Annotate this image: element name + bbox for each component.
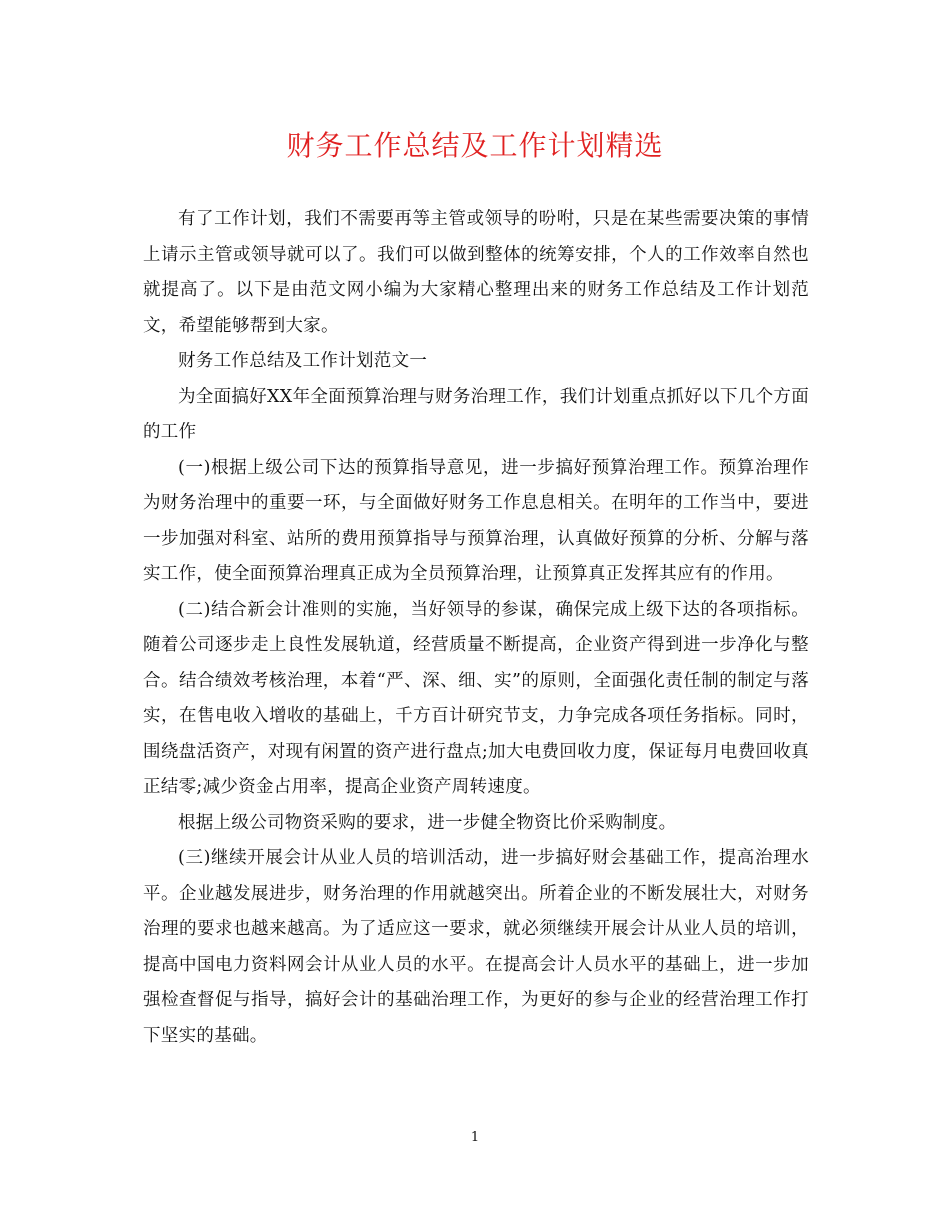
paragraph-section-heading: 财务工作总结及工作计划范文一 — [178, 351, 428, 371]
paragraph-intro: 有了工作计划，我们不需要再等主管或领导的吩咐，只是在某些需要决策的事情上请示主管或领导就可以了。我们可以做到整体的统筹安排，个人的工作效率自然也就提高了。以下是由范文网小编为大家精心整理出来的财务工作总结及工作计划范文，希望能够帮到大家。 — [143, 209, 809, 336]
page-number: 1 — [470, 1130, 480, 1145]
document-title: 财务工作总结及工作计划精选 — [286, 129, 664, 162]
paragraph-item-2: (二)结合新会计准则的实施，当好领导的参谋，确保完成上级下达的各项指标。随着公司逐步走上良性发展轨道，经营质量不断提高，企业资产得到进一步净化与整合。结合绩效考核治理，本着“严、深、细、实”的原则，全面强化责任制的制定与落实，在售电收入增收的基础上，千方百计研究节支，力争完成各项任务指标。同时，围绕盘活资产，对现有闲置的资产进行盘点;加大电费回收力度，保证每月电费回收真正结零;减少资金占用率，提高企业资产周转速度。 — [143, 599, 809, 797]
paragraph-overview: 为全面搞好XX年全面预算治理与财务治理工作，我们计划重点抓好以下几个方面的工作 — [143, 386, 809, 442]
paragraph-item-3: (三)继续开展会计从业人员的培训活动，进一步搞好财会基础工作，提高治理水平。企业越发展进步，财务治理的作用就越突出。所着企业的不断发展壮大，对财务治理的要求也越来越高。为了适应这一要求，就必须继续开展会计从业人员的培训，提高中国电力资料网会计从业人员的水平。在提高会计人员水平的基础上，进一步加强检查督促与指导，搞好会计的基础治理工作，为更好的参与企业的经营治理工作打下坚实的基础。 — [143, 848, 809, 1046]
document-body — [143, 202, 809, 1054]
paragraph-item-1: (一)根据上级公司下达的预算指导意见，进一步搞好预算治理工作。预算治理作为财务治理中的重要一环，与全面做好财务工作息息相关。在明年的工作当中，要进一步加强对科室、站所的费用预算指导与预算治理，认真做好预算的分析、分解与落实工作，使全面预算治理真正成为全员预算治理，让预算真正发挥其应有的作用。 — [143, 457, 809, 584]
paragraph-procurement: 根据上级公司物资采购的要求，进一步健全物资比价采购制度。 — [178, 812, 677, 833]
